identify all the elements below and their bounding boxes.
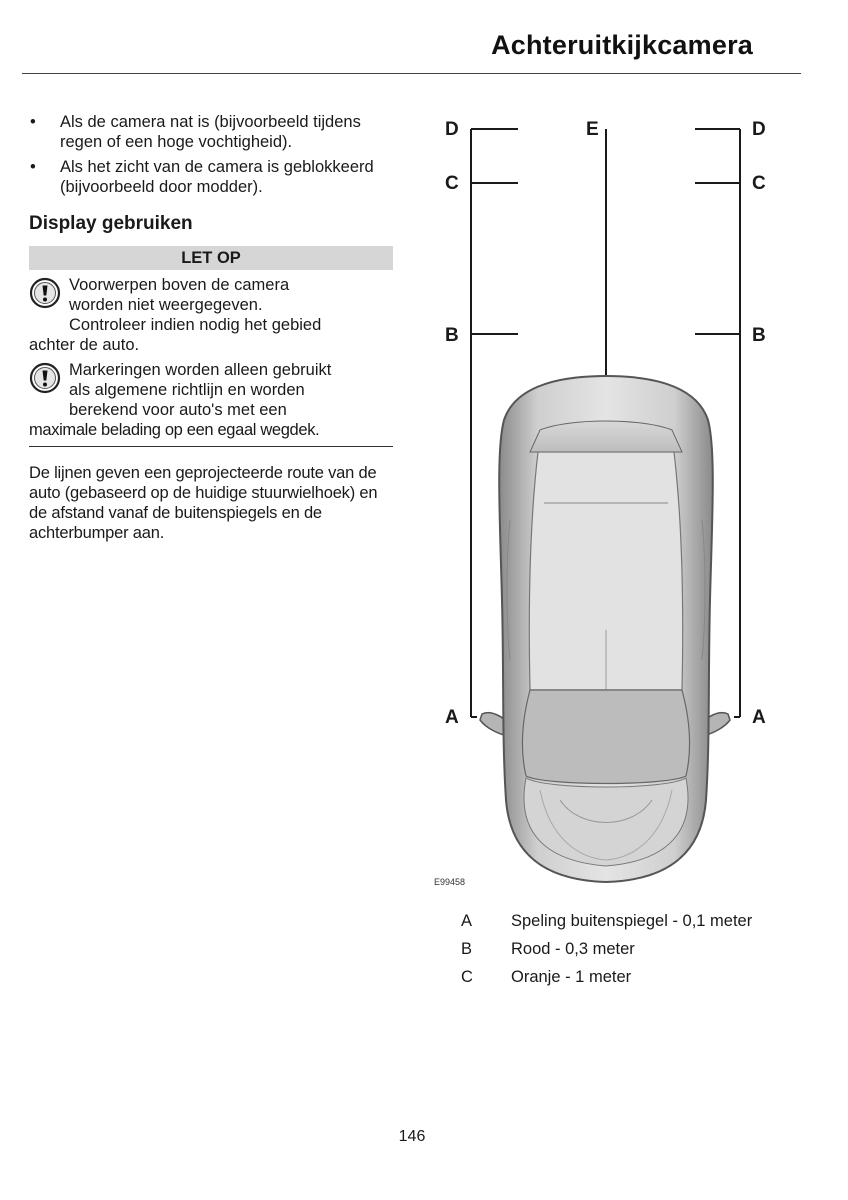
page-number: 146 xyxy=(398,1128,426,1145)
legend-key: C xyxy=(461,968,473,986)
car-top-view-illustration xyxy=(480,376,730,882)
warning-text-line: berekend voor auto's met een xyxy=(69,401,287,419)
notice-divider xyxy=(29,446,393,447)
rear-window xyxy=(530,421,682,452)
body-paragraph: De lijnen geven een geprojecteerde route van de auto (gebaseerd op de huidige stuurwielhoek) en de afstand vanaf de buitenspiegels en de achterbumper aan. xyxy=(29,464,378,542)
legend-key: A xyxy=(461,912,473,930)
exclamation-warning-icon xyxy=(29,362,61,394)
warning-text-line: Markeringen worden alleen gebruikt xyxy=(69,361,332,379)
left-column xyxy=(29,112,393,543)
legend-item xyxy=(455,939,775,959)
warning-text-line: worden niet weergegeven. xyxy=(69,296,263,314)
figure-code: E99458 xyxy=(434,877,466,887)
condition-list xyxy=(29,112,393,197)
warning-text-line: Controleer indien nodig het gebied xyxy=(69,316,322,334)
label-b-right: B xyxy=(752,325,766,346)
notice-label: LET OP xyxy=(29,246,393,270)
windscreen xyxy=(523,690,690,784)
legend-text: Rood - 0,3 meter xyxy=(511,940,635,958)
label-e: E xyxy=(586,119,599,140)
warning-block xyxy=(29,275,393,355)
label-d-left: D xyxy=(445,119,459,140)
diagram-legend xyxy=(455,911,775,995)
label-b-left: B xyxy=(445,325,459,346)
page-title xyxy=(0,30,825,61)
legend-item xyxy=(455,967,775,987)
bullet-text: Als het zicht van de camera is geblokkeerd (bijvoorbeeld door modder). xyxy=(60,158,374,196)
legend-text: Oranje - 1 meter xyxy=(511,968,632,986)
title-divider xyxy=(22,73,801,74)
warning-text-line: als algemene richtlijn en worden xyxy=(69,381,305,399)
warning-text-line: maximale belading op een egaal wegdek. xyxy=(29,421,320,439)
label-c-left: C xyxy=(445,173,459,194)
section-heading: Display gebruiken xyxy=(29,213,193,234)
legend-item xyxy=(455,911,775,931)
warning-text-line: achter de auto. xyxy=(29,336,140,354)
legend-text: Speling buitenspiegel - 0,1 meter xyxy=(511,912,753,930)
bullet-dot: • xyxy=(30,113,36,131)
exclamation-warning-icon xyxy=(29,277,61,309)
legend-key: B xyxy=(461,940,473,958)
label-c-right: C xyxy=(752,173,766,194)
camera-guideline-diagram xyxy=(430,100,790,900)
bullet-dot: • xyxy=(30,158,36,176)
label-a-left: A xyxy=(445,707,459,728)
label-d-right: D xyxy=(752,119,766,140)
warning-text-line: Voorwerpen boven de camera xyxy=(69,276,290,294)
label-a-right: A xyxy=(752,707,766,728)
list-item xyxy=(29,112,393,152)
list-item xyxy=(29,157,393,197)
warning-block xyxy=(29,360,393,440)
bullet-text: Als de camera nat is (bijvoorbeeld tijdens regen of een hoge vochtigheid). xyxy=(60,113,361,151)
page-title-text: Achteruitkijkcamera xyxy=(491,30,753,60)
